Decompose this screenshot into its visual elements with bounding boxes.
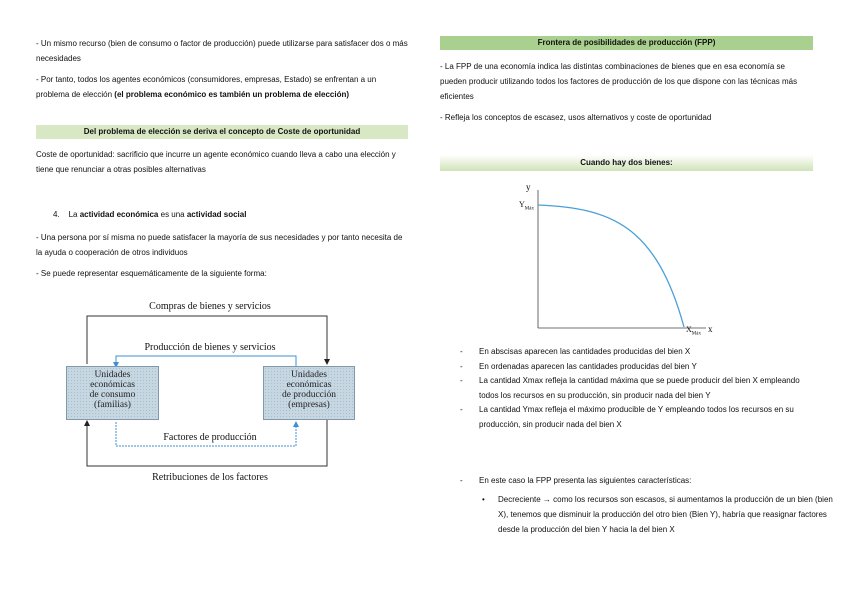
retribution-flow-line [87,420,327,466]
label-sub: Máx [524,206,534,212]
header-dos-bienes: Cuando hay dos bienes: [440,155,813,171]
production-flow-line [116,356,296,366]
box-line: Unidades [94,370,131,380]
header-fpp: Frontera de posibilidades de producción (FPP) [440,36,813,50]
box-consumption-units [66,366,159,420]
x-axis-label: x [708,324,713,334]
section-text: La [68,210,80,219]
y-max-label [519,200,534,212]
paragraph-fpp: - La FPP de una economía indica las distintas combinaciones de bienes que en esa economía se pueden producir utilizando todos los factores de producción de los que dispone con las técnicas más eficientes [440,62,798,101]
paragraph-problema-eleccion [36,72,408,102]
label-text: Y [519,200,525,209]
list-item: - En abscisas aparecen las cantidades producidas del bien X [460,345,815,360]
y-axis-label: y [526,182,531,192]
purchase-flow-line [87,316,327,364]
bullet-decreciente: • Decreciente → como los recursos son escasos, si aumentamos la producción de un bien (bien X), tenemos que disminuir la producción del otro bien (Bien Y), habría que reasignar factores desde la producción del bien Y hacia la del bien X [478,492,833,537]
label-text: Producción de bienes y servicios [141,342,278,353]
list-item: - En ordenadas aparecen las cantidades producidas del bien Y [460,360,815,375]
fpp-curve [538,205,684,327]
circular-flow-diagram [60,296,360,492]
fpp-axes [516,180,726,340]
section-bold: actividad económica [79,210,159,219]
label-text: Retribuciones de los factores [152,472,268,483]
section-number: 4. [53,210,60,219]
diagram-top-label [60,301,360,312]
box-line: de producción [281,390,337,400]
paragraph-recurso: - Un mismo recurso (bien de consumo o factor de producción) puede utilizarse para satisfacer dos o más necesidades [36,39,408,63]
box-line: de consumo [89,390,136,400]
list-item: - La cantidad Xmax refleja la cantidad máxima que se puede producir del bien X empleando todos los recursos en su producción, sin producir nada del bien Y [460,374,815,403]
box-production-units [263,366,355,420]
paragraph-coste-oportunidad: Coste de oportunidad: sacrificio que incurre un agente económico cuando lleva a cabo una elección y tiene que renunciar a otras posibles alternativas [36,150,396,174]
diagram-retribution-label [60,472,360,483]
paragraph-text: - Por tanto, todos los agentes económicos (consumidores, empresas, Estado) se enfrentan a un problema de elección [36,75,377,99]
list-item: - En este caso la FPP presenta las siguientes características: [460,474,815,489]
highlight-coste-oportunidad: Del problema de elección se deriva el concepto de Coste de oportunidad [36,125,408,139]
fpp-graph [516,180,726,340]
diagram-factors-label [60,432,360,443]
label-sub: Máx [691,331,701,337]
box-line: Unidades [291,370,327,380]
box-line: (empresas) [288,400,330,410]
label-text: Compras de bienes y servicios [146,301,274,312]
section-heading-4 [53,207,403,222]
box-line: (familias) [94,400,131,410]
section-bold: actividad social [186,210,247,219]
paragraph-refleja: - Refleja los conceptos de escasez, usos alternativos y coste de oportunidad [440,113,712,122]
section-text: es una [158,210,187,219]
x-max-label [686,325,701,337]
paragraph-esquema: - Se puede representar esquemáticamente de la siguiente forma: [36,269,267,278]
label-text: X [686,325,692,334]
diagram-mid-label [60,342,360,353]
fpp-characteristics-list [460,474,815,489]
paragraph-bold: (el problema económico es también un problema de elección) [114,90,350,99]
box-line: económicas [90,380,135,390]
label-text: Factores de producción [160,432,259,443]
paragraph-persona: - Una persona por sí misma no puede satisfacer la mayoría de sus necesidades y por tanto necesita de la ayuda o cooperación de otros individuos [36,233,403,257]
fpp-explanation-list [460,345,815,432]
box-line: económicas [286,380,332,390]
list-item: - La cantidad Ymax refleja el máximo producible de Y empleando todos los recursos en su producción, sin producir nada del bien X [460,403,815,432]
